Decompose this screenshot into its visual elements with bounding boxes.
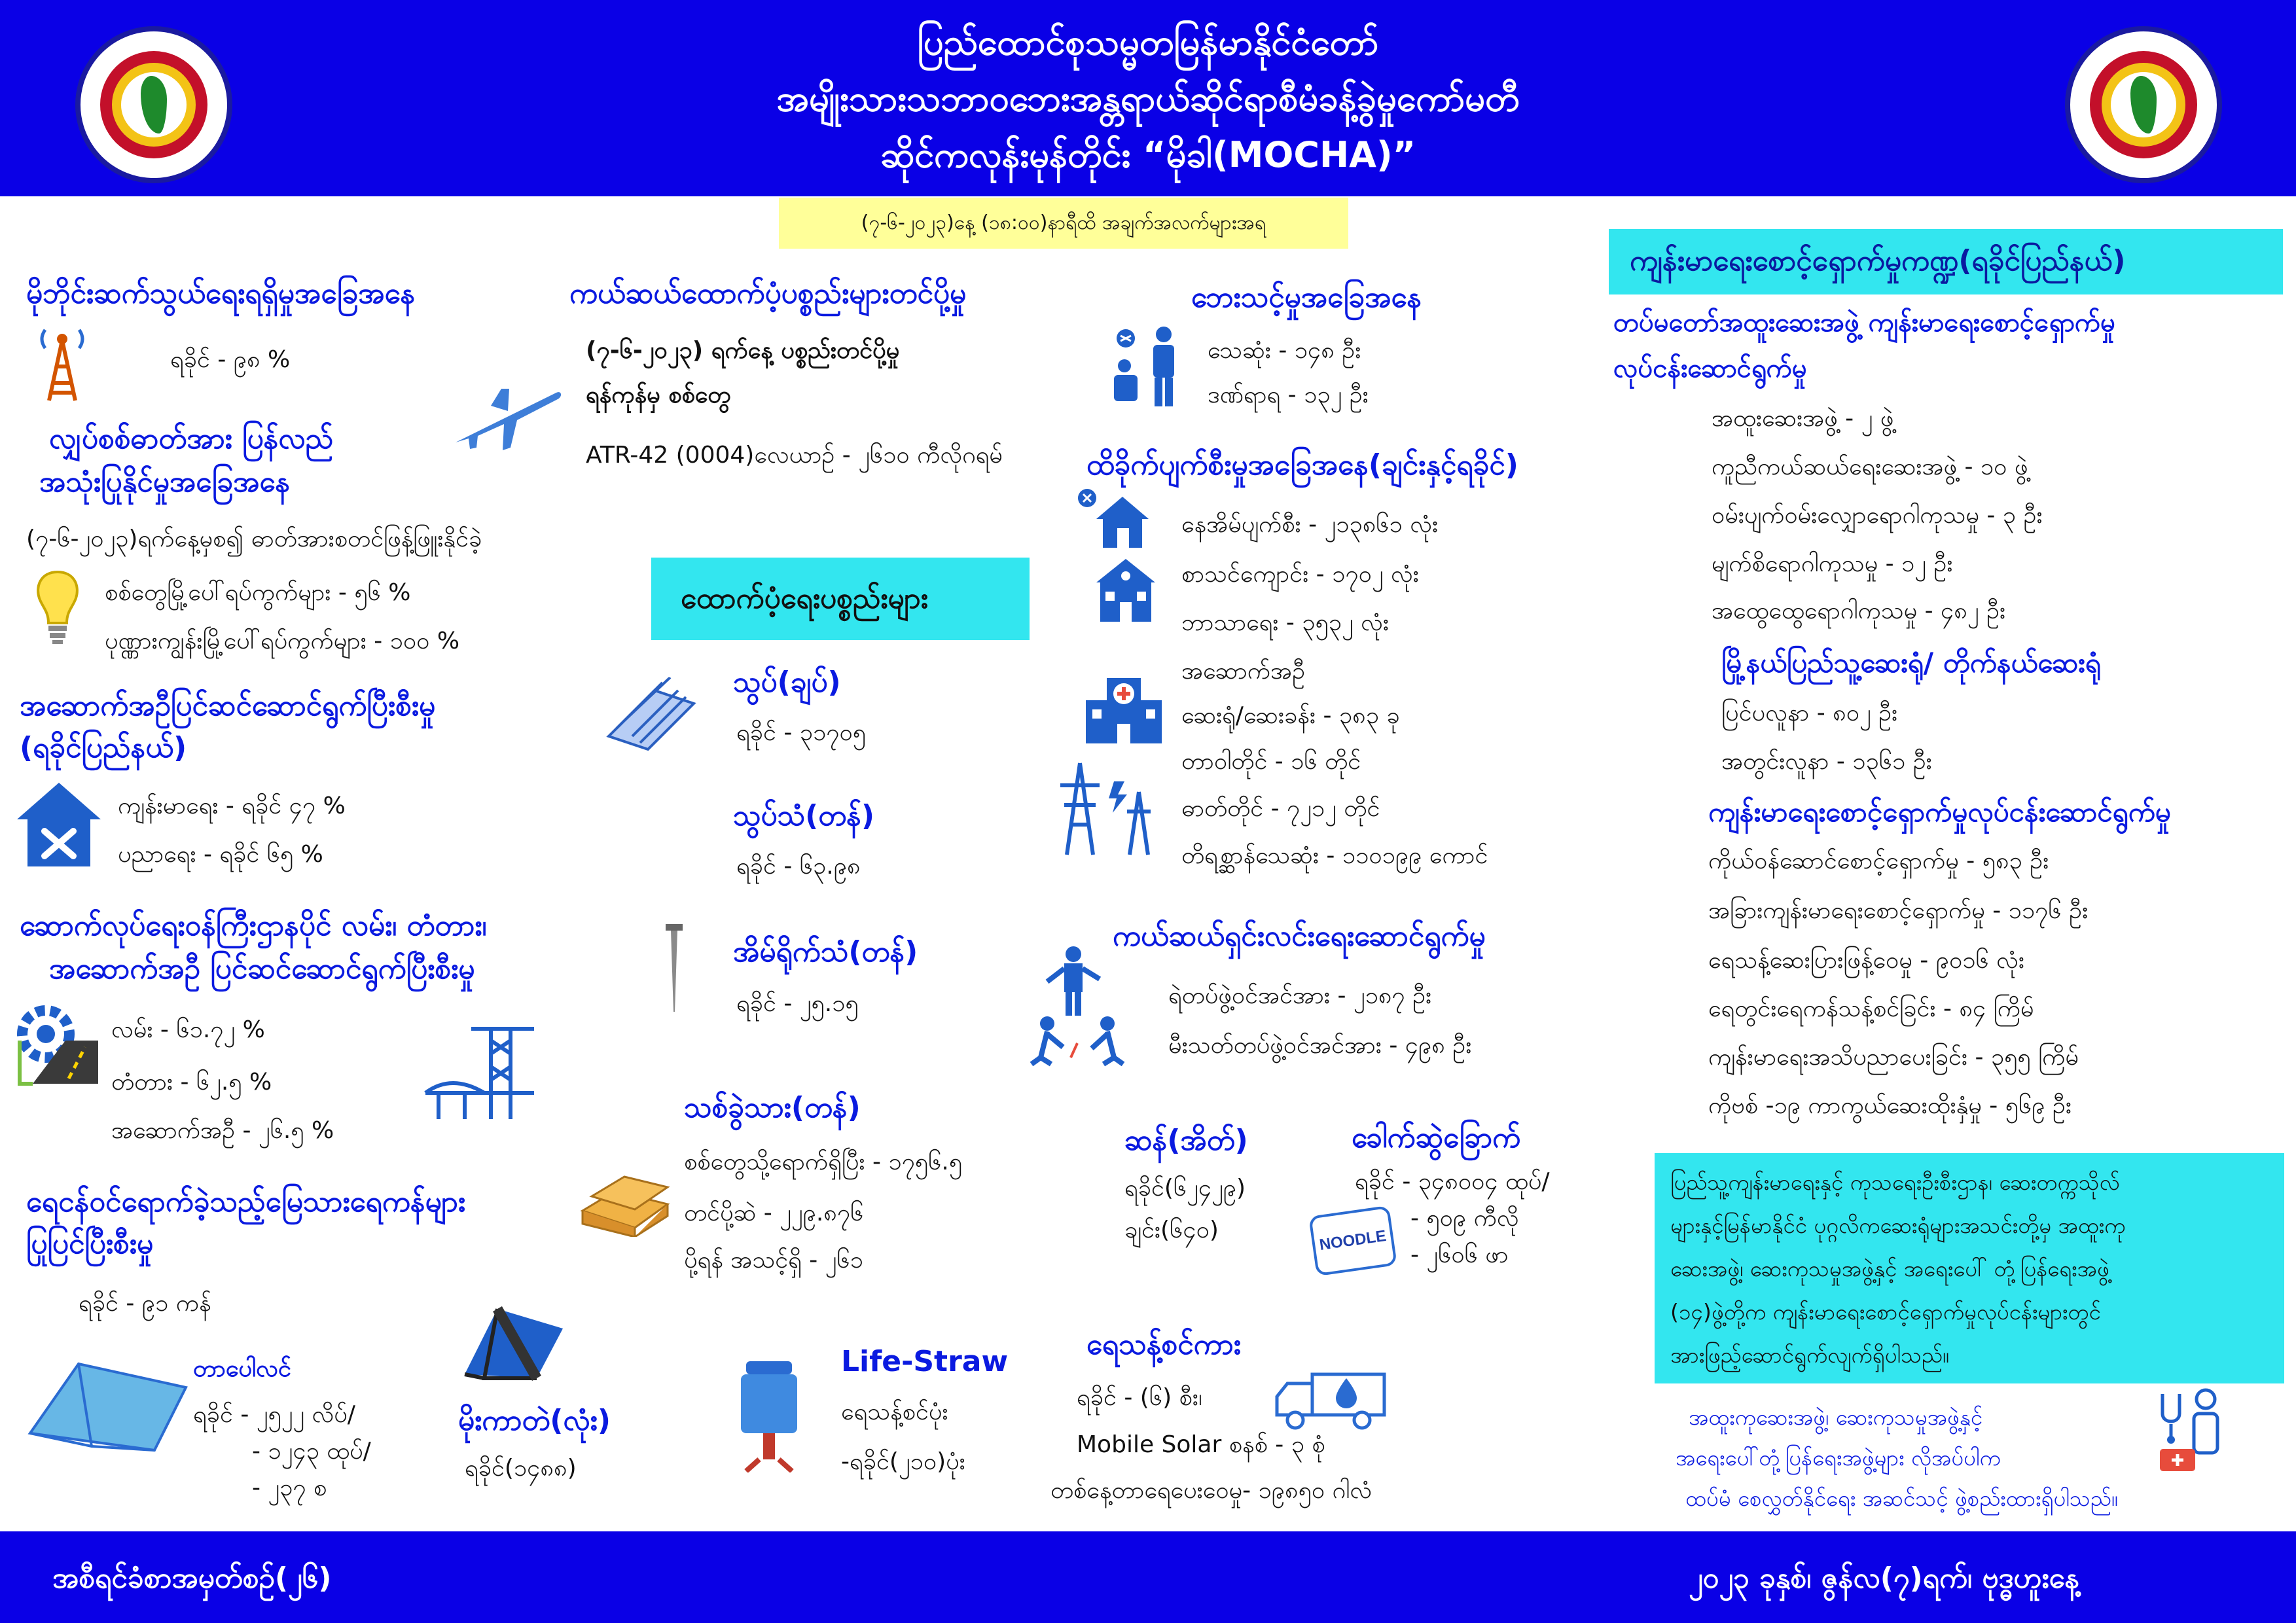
net-title: မိုးကာတဲ(လုံး) — [458, 1404, 611, 1437]
noodle-package-icon: NOODLE — [1308, 1205, 1397, 1276]
health-s2-row-2: အတွင်းလူနာ - ၁၃၆၁ ဦး — [1721, 748, 1932, 775]
health-s3-row-5: ကျန်းမာရေးအသိပညာပေးခြင်း - ၃၅၅ ကြိမ် — [1708, 1044, 2079, 1071]
health-s1-row-3: ဝမ်းပျက်ဝမ်းလျှောရောဂါကုသမှု - ၃ ဦး — [1712, 502, 2043, 529]
buildings-row-1: ကျန်းမာရေး - ရခိုင် ၄၇ % — [118, 793, 346, 819]
tarp-row-2: - ၁၂၄၃ ထုပ်/ — [252, 1438, 371, 1465]
airlift-line-3: ATR-42 (0004)လေယာဉ် - ၂၆၁၀ ကီလိုဂရမ် — [586, 442, 1003, 469]
health-sub2: မြို့နယ်ပြည်သူ့ဆေးရုံ/ တိုက်နယ်ဆေးရုံ — [1721, 647, 2101, 679]
timber-row-1: စစ်တွေသို့ရောက်ရှိပြီး - ၁၇၅၆.၅ — [684, 1149, 963, 1175]
straw-row-2: -ရခိုင်(၂၁၀)ပုံး — [841, 1448, 965, 1475]
damage-row-6: တာဝါတိုင် - ၁၆ တိုင် — [1181, 748, 1361, 775]
health-s1-row-4: မျက်စိရောဂါကုသမှု - ၁၂ ဦး — [1712, 550, 1953, 577]
tarp-row-1: ရခိုင် - ၂၅၂၂ လိပ်/ — [193, 1401, 355, 1428]
report-number: အစီရင်ခံစာအမှတ်စဉ်(၂၆) — [52, 1561, 332, 1595]
nail-icon — [664, 923, 684, 1014]
rice-row-1: ရခိုင်(၆၂၄၂၉) — [1124, 1175, 1246, 1202]
health-heading: ကျန်းမာရေးစောင့်ရှောက်မှုကဏ္ဍ(ရခိုင်ပြည်နယ်) — [1630, 244, 2126, 277]
title-line2: အမျိုးသားသဘာဝဘေးအန္တရာယ်ဆိုင်ရာစီမံခန့်ခွဲမှုကော်မတီ — [776, 78, 1520, 119]
tent-icon — [458, 1302, 569, 1381]
health-sub1-line1: တပ်မတော်အထူးဆေးအဖွဲ့ ကျန်းမာရေးစောင့်ရှောက်မှု — [1613, 308, 2115, 338]
health-box-line-5: အားဖြည့်ဆောင်ရွက်လျက်ရှိပါသည်။ — [1670, 1342, 1949, 1368]
zinc-title: သွပ်(ချပ်) — [733, 666, 841, 699]
date-note: (၇-၆-၂၀၂၃)နေ့ (၁၈:၀၀)နာရီထိ အချက်အလက်များအရ — [779, 198, 1348, 249]
health-s1-row-2: ကူညီကယ်ဆယ်ရေးဆေးအဖွဲ့ - ၁၀ ဖွဲ့ — [1712, 454, 2028, 480]
health-s3-row-4: ရေတွင်းရေကန်သန့်စင်ခြင်း - ၈၄ ကြိမ် — [1708, 995, 2034, 1022]
health-s3-row-2: အခြားကျန်းမာရေးစောင့်ရှောက်မှု - ၁၁၇၆ ဦး — [1708, 897, 2089, 924]
damage-row-1: နေအိမ်ပျက်စီး - ၂၁၃၈၆၁ လုံး — [1181, 511, 1439, 538]
standby-line-1: အထူးကုဆေးအဖွဲ့၊ ဆေးကုသမှုအဖွဲ့နှင့် — [1689, 1404, 1983, 1430]
electricity-row-1: စစ်တွေမြို့ပေါ်ရပ်ကွက်များ - ၅၆ % — [105, 579, 411, 606]
zinc-ton-value: ရခိုင် - ၆၃.၉၈ — [736, 853, 861, 880]
airlift-line-2: ရန်ကုန်မှ စစ်တွေ — [586, 382, 731, 408]
construction-heading-1: ဆောက်လုပ်ရေးဝန်ကြီးဌာနပိုင် လမ်း၊ တံတား၊ — [20, 909, 487, 942]
timber-row-3: ပို့ရန် အသင့်ရှိ - ၂၆၁ — [684, 1247, 863, 1274]
water-title: ရေသန့်စင်ကား — [1086, 1328, 1241, 1361]
buildings-heading-1: အဆောက်အဦပြင်ဆင်ဆောင်ရွက်ပြီးစီးမှု — [20, 689, 436, 722]
casualties-heading: ဘေးသင့်မှုအခြေအနေ — [1191, 281, 1422, 314]
standby-line-2: အရေးပေါ်တုံ့ပြန်ရေးအဖွဲ့များ လိုအပ်ပါက — [1676, 1445, 2001, 1471]
title-line3: ဆိုင်ကလုန်းမုန်တိုင်း “မိုခါ(MOCHA)” — [880, 134, 1416, 175]
health-box-line-4: (၁၄)ဖွဲ့တို့က ကျန်းမာရေးစောင့်ရှောက်မှုလုပ်ငန်းများတွင် — [1670, 1299, 2101, 1325]
health-s3-row-6: ကိုဗစ် -၁၉ ကာကွယ်ဆေးထိုးနှံမှု - ၅၆၉ ဦး — [1708, 1092, 2072, 1119]
nail-value: ရခိုင် - ၂၅.၁၅ — [736, 990, 859, 1017]
buildings-heading-2: (ရခိုင်ပြည်နယ်) — [20, 731, 187, 764]
house-repair-icon — [13, 779, 105, 870]
damage-row-3: ဘာသာရေး - ၃၅၃၂ လုံး — [1181, 609, 1390, 636]
farmland-heading-1: ရေငန်ဝင်ရောက်ခဲ့သည့်မြေသားရေကန်များ — [26, 1185, 465, 1219]
health-s1-row-5: အထွေထွေရောဂါကုသမှု - ၄၈၂ ဦး — [1712, 597, 2006, 624]
damage-heading: ထိခိုက်ပျက်စီးမှုအခြေအနေ(ချင်းနှင့်ရခိုင်) — [1086, 448, 1518, 482]
damaged-house-icon — [1077, 488, 1152, 550]
timber-title: သစ်ခွဲသား(တန်) — [684, 1091, 861, 1124]
water-row-3: တစ်နေ့တာရေပေးဝေမှု- ၁၉၈၅၀ ဂါလံ — [1050, 1477, 1372, 1504]
telecom-value: ရခိုင် - ၉၈ % — [170, 346, 291, 373]
zinc-sheets-icon — [602, 677, 700, 756]
health-s3-row-1: ကိုယ်ဝန်ဆောင်စောင့်ရှောက်မှု - ၅၈၃ ဦး — [1708, 847, 2049, 874]
zinc-value: ရခိုင် - ၃၁၇၀၅ — [736, 719, 867, 746]
road-gear-icon — [13, 1001, 105, 1086]
noodle-row-3: - ၂၆၀၆ ဖာ — [1410, 1241, 1509, 1268]
airlift-heading: ကယ်ဆယ်ထောက်ပံ့ပစ္စည်းများတင်ပို့မှု — [569, 277, 967, 310]
construction-heading-2: အဆောက်အဦ ပြင်ဆင်ဆောင်ရွက်ပြီးစီးမှု — [49, 952, 475, 986]
airplane-icon — [452, 380, 563, 452]
farmland-value: ရခိုင် - ၉၁ ကန် — [79, 1290, 211, 1317]
emblem-left-icon — [75, 26, 232, 183]
damage-row-5: ဆေးရုံ/ဆေးခန်း - ၃၈၃ ခု — [1181, 702, 1400, 729]
casualties-row-1: သေဆုံး - ၁၄၈ ဦး — [1208, 337, 1361, 364]
footer-bar — [0, 1531, 2296, 1623]
construction-row-1: လမ်း - ၆၁.၇၂ % — [111, 1016, 265, 1043]
water-row-1: ရခိုင် - (၆) စီး၊ — [1077, 1384, 1202, 1411]
damage-row-2: စာသင်ကျောင်း - ၁၇၀၂ လုံး — [1181, 561, 1419, 588]
telecom-heading: မိုဘိုင်းဆက်သွယ်ရေးရရှိမှုအခြေအနေ — [26, 277, 416, 310]
damage-row-7: ဓာတ်တိုင် - ၇၂၁၂ တိုင် — [1181, 795, 1380, 822]
construction-row-2: တံတား - ၆၂.၅ % — [111, 1069, 272, 1096]
electricity-intro: (၇-၆-၂၀၂၃)ရက်နေ့မှစ၍ ဓာတ်အားစတင်ဖြန့်ဖြူးနိုင်ခဲ့ — [26, 526, 482, 552]
life-straw-bucket-icon — [733, 1355, 805, 1472]
water-row-2: Mobile Solar စနစ် - ၃ စုံ — [1077, 1431, 1325, 1458]
straw-title: Life-Straw — [841, 1345, 1009, 1378]
health-box-line-3: ဆေးအဖွဲ့၊ ဆေးကုသမှုအဖွဲ့နှင့် အရေးပေါ် တုံ့ပြန်ရေးအဖွဲ့ — [1670, 1256, 2109, 1281]
farmland-heading-2: ပြုပြင်ပြီးစီးမှု — [26, 1227, 154, 1260]
health-box-line-2: များနှင့်မြန်မာနိုင်ငံ ပုဂ္ဂလိကဆေးရုံများအသင်းတို့မှ အထူးကု — [1670, 1213, 2126, 1238]
airlift-line-1: (၇-၆-၂၀၂၃) ရက်နေ့ ပစ္စည်းတင်ပို့မှု — [586, 337, 900, 364]
rice-title: ဆန်(အိတ်) — [1124, 1124, 1248, 1157]
rescue-workers-icon — [1021, 942, 1136, 1067]
nail-title: အိမ်ရိုက်သံ(တန်) — [733, 935, 918, 969]
construction-row-3: အဆောက်အဦ - ၂၆.၅ % — [111, 1117, 334, 1144]
noodle-row-2: - ၅၀၉ ကီလို — [1410, 1205, 1519, 1232]
noodle-row-1: ရခိုင် - ၃၄၈၀၀၄ ထုပ်/ — [1355, 1168, 1550, 1195]
school-icon — [1090, 556, 1162, 625]
straw-row-1: ရေသန့်စင်ပုံး — [841, 1399, 948, 1425]
cell-tower-icon — [36, 327, 88, 402]
damage-row-8: တိရစ္ဆာန်သေဆုံး - ၁၁၀၁၉၉ ကောင် — [1181, 842, 1488, 869]
health-s2-row-1: ပြင်ပလူနာ - ၈၀၂ ဦး — [1721, 700, 1898, 726]
title-line1: ပြည်ထောင်စုသမ္မတမြန်မာနိုင်ငံတော် — [917, 22, 1379, 63]
tarpaulin-tent-icon — [26, 1355, 190, 1453]
damage-row-4: အဆောက်အဦ — [1181, 658, 1306, 685]
rescue-row-1: ရဲတပ်ဖွဲ့ဝင်အင်အား - ၂၁၈၇ ဦး — [1168, 982, 1432, 1009]
health-s1-row-1: အထူးဆေးအဖွဲ့ - ၂ ဖွဲ့ — [1712, 405, 1894, 432]
health-s3-row-3: ရေသန့်ဆေးပြားဖြန့်ဝေမှု - ၉၀၁၆ လုံး — [1708, 947, 2025, 974]
power-tower-icon — [1054, 759, 1165, 857]
noodle-title: ခေါက်ဆွဲခြောက် — [1352, 1121, 1521, 1154]
bridge-crane-icon — [412, 1021, 537, 1126]
health-sub1-line2: လုပ်ငန်းဆောင်ရွက်မှု — [1613, 353, 1807, 383]
page-title — [262, 14, 2034, 183]
health-box-line-1: ပြည်သူ့ကျန်းမာရေးနှင့် ကုသရေးဦးစီးဌာန၊ ဆေးတက္ကသိုလ် — [1670, 1169, 2120, 1195]
light-bulb-icon — [31, 568, 84, 647]
hospital-icon — [1083, 674, 1165, 746]
electricity-heading-1: လျှပ်စစ်ဓာတ်အား ပြန်လည် — [49, 422, 334, 455]
report-date: ၂၀၂၃ ခုနှစ်၊ ဇွန်လ(၇)ရက်၊ ဗုဒ္ဓဟူးနေ့ — [1689, 1561, 2080, 1595]
supplies-label: ထောက်ပံ့ရေးပစ္စည်းများ — [681, 582, 928, 615]
casualty-people-icon — [1106, 324, 1185, 409]
timber-row-2: တင်ပို့ဆဲ - ၂၂၉.၈၇၆ — [684, 1200, 864, 1226]
electricity-row-2: ပုဏ္ဏားကျွန်းမြို့ပေါ်ရပ်ကွက်များ - ၁၀၀ % — [105, 628, 460, 654]
tarp-title: တာပေါလင် — [193, 1355, 291, 1382]
rice-row-2: ချင်း(၆၄၀) — [1124, 1217, 1219, 1243]
rescue-heading: ကယ်ဆယ်ရှင်းလင်းရေးဆောင်ရွက်မှု — [1113, 919, 1486, 953]
emblem-right-icon — [2065, 26, 2222, 183]
zinc-ton-title: သွပ်သံ(တန်) — [733, 799, 875, 832]
buildings-row-2: ပညာရေး - ရခိုင် ၆၅ % — [118, 841, 323, 868]
water-truck-icon — [1273, 1361, 1388, 1433]
medical-staff-icon — [2153, 1387, 2225, 1472]
timber-icon — [576, 1165, 674, 1237]
rescue-row-2: မီးသတ်တပ်ဖွဲ့ဝင်အင်အား - ၄၉၈ ဦး — [1168, 1032, 1472, 1059]
casualties-row-2: ဒဏ်ရာရ - ၁၃၂ ဦး — [1208, 382, 1369, 408]
electricity-heading-2: အသုံးပြုနိုင်မှုအခြေအနေ — [39, 465, 291, 499]
net-value: ရခိုင်(၁၄၈၈) — [465, 1455, 577, 1482]
health-sub3: ကျန်းမာရေးစောင့်ရှောက်မှုလုပ်ငန်းဆောင်ရွက်မှု — [1708, 796, 2171, 828]
standby-line-3: ထပ်မံ စေလွှတ်နိုင်ရေး အဆင်သင့် ဖွဲ့စည်းထားရှိပါသည်။ — [1685, 1486, 2118, 1511]
tarp-row-3: - ၂၃၇ စ — [252, 1474, 327, 1501]
